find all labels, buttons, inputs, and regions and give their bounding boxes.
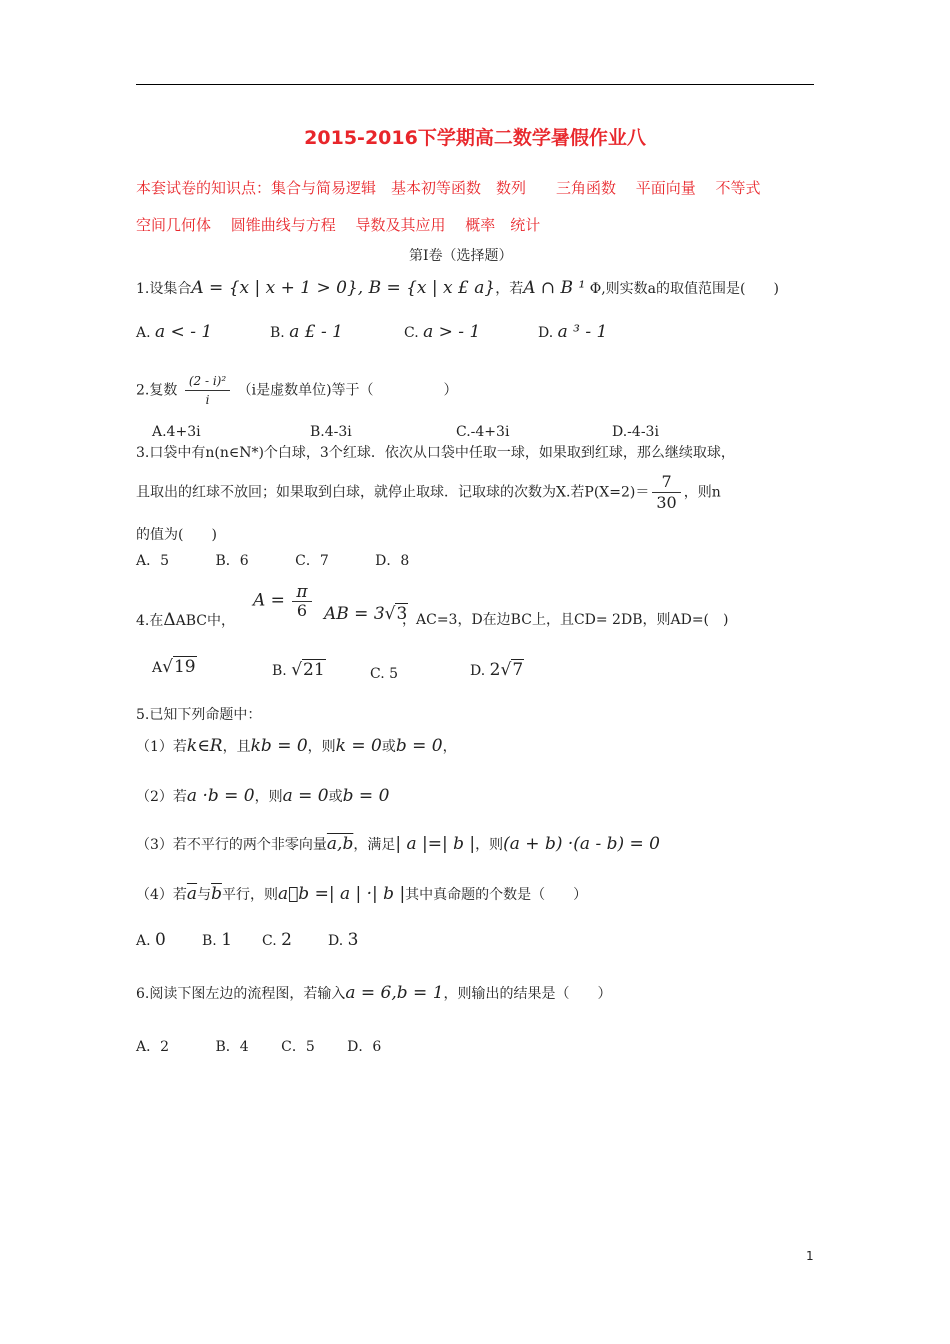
- section-title: 第Ⅰ卷（选择题）: [409, 248, 513, 264]
- q1-condition: A ∩ B ¹: [523, 278, 586, 298]
- q4-angle: A = $\frac{\pi}{6}$: [253, 583, 315, 620]
- page-title: 2015-2016下学期高二数学暑假作业八: [304, 127, 646, 149]
- q3-line-2: 且取出的红球不放回；如果取到白球，就停止取球．记取球的次数为X.若P(X=2)＝ $\frac{7}{30}$ ，则n: [136, 472, 721, 512]
- q5-option-b: B. 1: [202, 930, 233, 950]
- q2-fraction: $\frac{\text{(2 - i)²}}{i}$: [185, 372, 230, 409]
- q2-suffix: （i是虚数单位)等于（ ）: [237, 382, 458, 399]
- q4-option-a: A√19: [152, 657, 196, 677]
- header-rule: [136, 84, 814, 85]
- q5-intro: 5.已知下列命题中：: [136, 707, 262, 723]
- q1-prefix: 1.设集合: [136, 281, 192, 297]
- q1-suffix: Φ,则实数a的取值范围是( ): [585, 281, 779, 297]
- q6-options: A．2 B．4 C．5 D．6: [136, 1039, 382, 1055]
- q1-mid: ，若: [495, 281, 524, 297]
- q2-option-c: C.-4+3i: [456, 424, 510, 440]
- q2-option-d: D.-4-3i: [612, 424, 659, 440]
- q4-suffix: ，AC=3，D在边BC上，且CD= 2DB，则AD=( ): [402, 612, 729, 628]
- q3-line-1: 3.口袋中有n(n∈N*)个白球，3个红球．依次从口袋中任取一球，如果取到红球，那么继续取球，: [136, 445, 735, 461]
- topics-line-1: 本套试卷的知识点：集合与简易逻辑 基本初等函数 数列 三角函数 平面向量 不等式: [136, 179, 761, 197]
- q2-prefix: 2.复数: [136, 382, 178, 399]
- q4-option-d: D. 2√7: [470, 660, 524, 680]
- q1-option-d: D. a ³ - 1: [538, 322, 608, 342]
- q4-option-c: C. 5: [370, 666, 399, 682]
- question-6: 6.阅读下图左边的流程图，若输入a = 6,b = 1，则输出的结果是（ ）: [136, 983, 612, 1003]
- q3-options: A．5 B．6 C．7 D．8: [136, 553, 410, 569]
- q4-option-b: B. √21: [272, 660, 325, 680]
- q1-sets: A = {x | x + 1 > 0}, B = {x | x £ a}: [191, 278, 496, 298]
- q2-option-b: B.4-3i: [310, 424, 352, 440]
- q1-option-a: A. a < - 1: [136, 322, 213, 342]
- q3-fraction: $\frac{7}{30}$: [652, 472, 680, 513]
- q1-option-c: C. a > - 1: [404, 322, 481, 342]
- q5-option-c: C. 2: [262, 930, 292, 950]
- q1-option-b: B. a £ - 1: [270, 322, 343, 342]
- q4-prefix: 4.在ΔABC中，: [136, 610, 236, 630]
- topics-line-2: 空间几何体 圆锥曲线与方程 导数及其应用 概率 统计: [136, 216, 541, 234]
- question-1: [136, 278, 779, 299]
- q5-proposition-1: （1）若k∈R，且kb = 0，则k = 0或b = 0，: [136, 736, 457, 756]
- q5-option-d: D. 3: [328, 930, 359, 950]
- q3-line-3: 的值为( ): [136, 527, 217, 543]
- q4-side-ab: AB = 3√3: [324, 604, 408, 624]
- question-2: [136, 372, 458, 409]
- q5-option-a: A. 0: [136, 930, 166, 950]
- q5-proposition-3: （3）若不平行的两个非零向量a,b，满足| a |=| b |，则(a + b) ·(a - b) = 0: [136, 834, 660, 854]
- q2-option-a: A.4+3i: [152, 424, 201, 440]
- q5-proposition-4: （4）若$\overline{a}$与$\overline{b}$平行，则a􏰀b =| a | ·| b |其中真命题的个数是（ ）: [136, 884, 588, 904]
- page-number: 1: [806, 1249, 814, 1263]
- q5-proposition-2: （2）若a ·b = 0，则a = 0或b = 0: [136, 786, 390, 806]
